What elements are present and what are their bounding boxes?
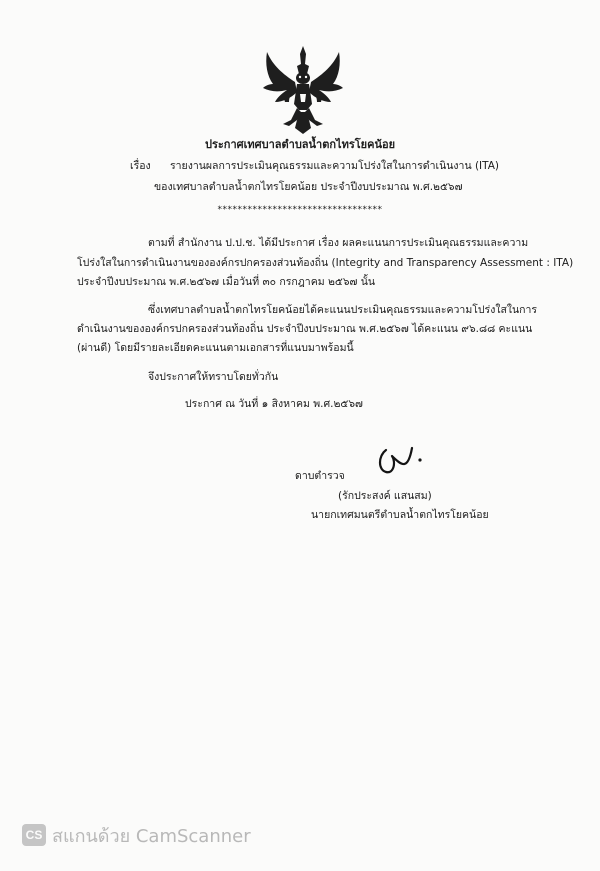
signer-rank: ดาบตำรวจ (295, 470, 345, 482)
separator-stars: ********************************* (217, 205, 383, 215)
paragraph-1-line-2: โปร่งใสในการดำเนินงานขององค์กรปกครองส่วนท้องถิ่น (Integrity and Transparency Assessment : ITA) (77, 257, 574, 269)
paragraph-2-line-2: ดำเนินงานขององค์กรปกครองส่วนท้องถิ่น ประจำปีงบประมาณ พ.ศ.๒๕๖๗ ได้คะแนน ๙๖.๘๘ คะแนน (77, 323, 533, 335)
subject-line-2: ของเทศบาลตำบลน้ำตกไทรโยคน้อย ประจำปีงบประมาณ พ.ศ.๒๕๖๗ (154, 181, 463, 193)
paragraph-1-line-3: ประจำปีงบประมาณ พ.ศ.๒๕๖๗ เมื่อวันที่ ๓๐ กรกฎาคม ๒๕๖๗ นั้น (77, 276, 376, 288)
document-title: ประกาศเทศบาลตำบลน้ำตกไทรโยคน้อย (204, 138, 396, 151)
announcement-date: ประกาศ ณ วันที่ ๑ สิงหาคม พ.ศ.๒๕๖๗ (185, 398, 363, 410)
signer-title: นายกเทศมนตรีตำบลน้ำตกไทรโยคน้อย (311, 509, 489, 521)
garuda-emblem-icon (259, 44, 347, 136)
subject-line-1: รายงานผลการประเมินคุณธรรมและความโปร่งใสในการดำเนินงาน (ITA) (170, 160, 500, 172)
closing-line: จึงประกาศให้ทราบโดยทั่วกัน (148, 371, 279, 383)
subject-label: เรื่อง (130, 160, 151, 172)
paragraph-2-line-3: (ผ่านดี) โดยมีรายละเอียดคะแนนตามเอกสารที่แนบมาพร้อมนี้ (77, 342, 354, 354)
signer-name: (รักประสงค์ แสนสม) (338, 490, 432, 502)
camscanner-watermark (22, 822, 251, 848)
paragraph-2-line-1: ซึ่งเทศบาลตำบลน้ำตกไทรโยคน้อยได้คะแนนประเมินคุณธรรมและความโปร่งใสในการ (148, 304, 538, 316)
camscanner-logo-icon: CS (22, 824, 46, 846)
paragraph-1-line-1: ตามที่ สำนักงาน ป.ป.ช. ได้มีประกาศ เรื่อง ผลคะแนนการประเมินคุณธรรมและความ (148, 237, 529, 249)
watermark-text: สแกนด้วย CamScanner (52, 825, 251, 847)
handwritten-signature (372, 440, 432, 480)
